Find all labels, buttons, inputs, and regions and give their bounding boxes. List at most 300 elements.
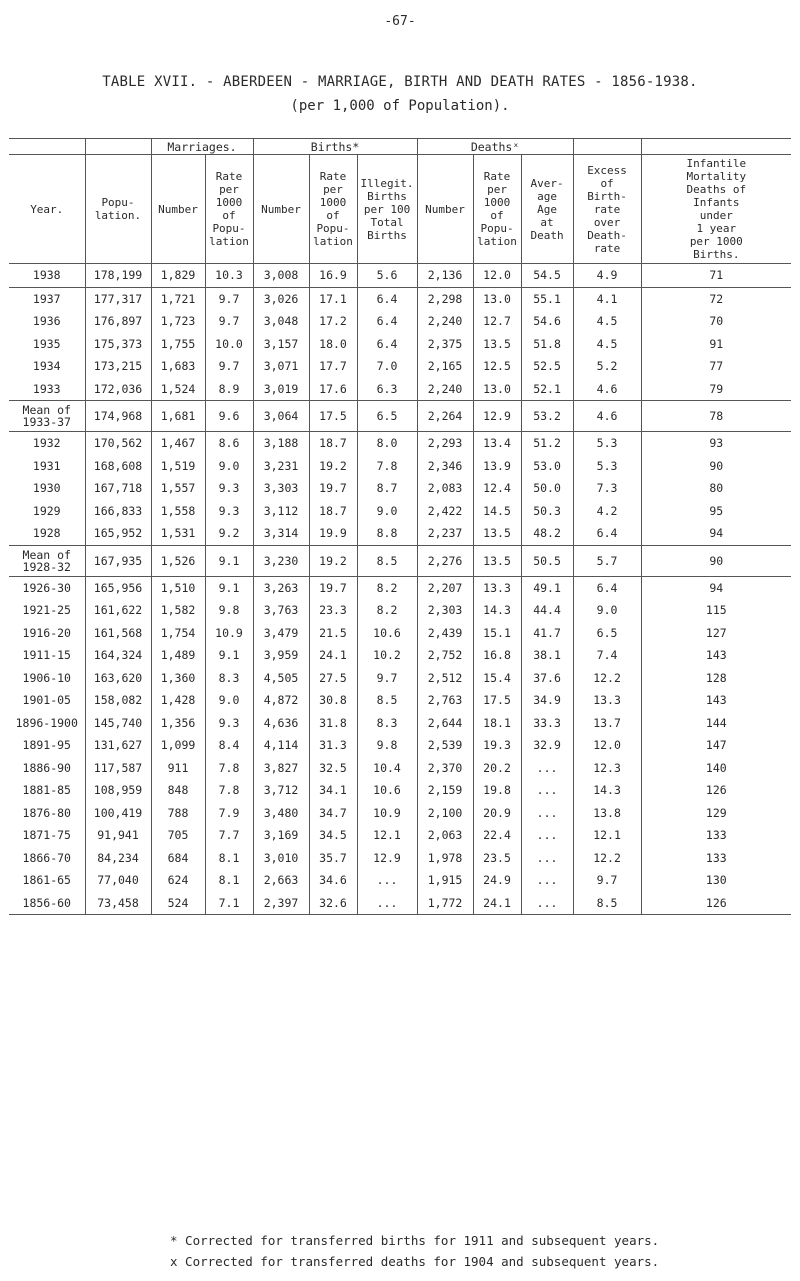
death-age-cell: 41.7 bbox=[521, 622, 573, 645]
marriage-number-cell: 1,683 bbox=[151, 355, 205, 378]
population-cell: 174,968 bbox=[85, 401, 151, 432]
infant-mortality-cell: 80 bbox=[641, 477, 791, 500]
footnote-deaths: x Corrected for transferred deaths for 1904 and subsequent years. bbox=[170, 1254, 660, 1269]
infant-mortality-cell: 133 bbox=[641, 847, 791, 870]
death-rate-cell: 12.5 bbox=[473, 355, 521, 378]
death-number-cell: 2,264 bbox=[417, 401, 473, 432]
birth-number-cell: 4,505 bbox=[253, 667, 309, 690]
excess-cell: 6.4 bbox=[573, 576, 641, 599]
table-row bbox=[9, 667, 791, 690]
birth-rate-cell: 32.5 bbox=[309, 757, 357, 780]
death-number-cell: 2,240 bbox=[417, 310, 473, 333]
year-cell: 1896-1900 bbox=[15, 715, 78, 730]
excess-cell: 7.3 bbox=[573, 477, 641, 500]
death-age-cell: 49.1 bbox=[521, 576, 573, 599]
population-cell: 108,959 bbox=[85, 779, 151, 802]
year-cell: 1901-05 bbox=[22, 693, 71, 708]
death-number-cell: 2,512 bbox=[417, 667, 473, 690]
year-cell: 1938 bbox=[32, 268, 61, 283]
illegit-cell: 8.2 bbox=[357, 599, 417, 622]
population-cell: 168,608 bbox=[85, 455, 151, 478]
mean-row bbox=[9, 401, 791, 432]
col-marriage-rate: Rate per 1000 of Popu- lation bbox=[205, 155, 253, 264]
death-rate-cell: 15.1 bbox=[473, 622, 521, 645]
birth-rate-cell: 34.5 bbox=[309, 824, 357, 847]
marriage-number-cell: 911 bbox=[151, 757, 205, 780]
population-cell: 100,419 bbox=[85, 802, 151, 825]
birth-number-cell: 3,959 bbox=[253, 644, 309, 667]
death-age-cell: ... bbox=[521, 869, 573, 892]
birth-number-cell: 3,026 bbox=[253, 287, 309, 310]
population-cell: 131,627 bbox=[85, 734, 151, 757]
death-rate-cell: 13.5 bbox=[473, 333, 521, 356]
birth-number-cell: 3,314 bbox=[253, 522, 309, 545]
birth-rate-cell: 34.6 bbox=[309, 869, 357, 892]
year-cell: 1937 bbox=[9, 287, 85, 310]
population-cell: 165,952 bbox=[85, 522, 151, 545]
death-age-cell: 32.9 bbox=[521, 734, 573, 757]
birth-number-cell: 3,157 bbox=[253, 333, 309, 356]
excess-cell: 4.5 bbox=[573, 333, 641, 356]
death-number-cell: 2,293 bbox=[417, 432, 473, 455]
marriage-rate-cell: 8.4 bbox=[205, 734, 253, 757]
death-age-cell: ... bbox=[521, 824, 573, 847]
col-year: Year. bbox=[9, 155, 85, 264]
death-age-cell: 55.1 bbox=[521, 287, 573, 310]
population-cell: 91,941 bbox=[85, 824, 151, 847]
death-rate-cell: 12.7 bbox=[473, 310, 521, 333]
death-age-cell: 34.9 bbox=[521, 689, 573, 712]
birth-rate-cell: 19.9 bbox=[309, 522, 357, 545]
death-rate-cell: 22.4 bbox=[473, 824, 521, 847]
table-row bbox=[9, 477, 791, 500]
birth-rate-cell: 32.6 bbox=[309, 892, 357, 915]
excess-cell: 4.9 bbox=[573, 264, 641, 288]
marriage-rate-cell: 9.7 bbox=[205, 287, 253, 310]
year-cell: 1936 bbox=[32, 314, 61, 329]
death-number-cell: 2,083 bbox=[417, 477, 473, 500]
birth-number-cell: 3,008 bbox=[253, 264, 309, 288]
death-age-cell: ... bbox=[521, 892, 573, 915]
table-row bbox=[9, 824, 791, 847]
marriage-rate-cell: 7.8 bbox=[205, 757, 253, 780]
birth-rate-cell: 30.8 bbox=[309, 689, 357, 712]
table-row bbox=[9, 689, 791, 712]
death-age-cell: 54.5 bbox=[521, 264, 573, 288]
marriage-rate-cell: 7.1 bbox=[205, 892, 253, 915]
death-age-cell: 50.5 bbox=[521, 545, 573, 576]
population-cell: 117,587 bbox=[85, 757, 151, 780]
infant-mortality-cell: 133 bbox=[641, 824, 791, 847]
marriage-rate-cell: 9.7 bbox=[205, 355, 253, 378]
marriage-number-cell: 848 bbox=[151, 779, 205, 802]
excess-cell: 4.2 bbox=[573, 500, 641, 523]
death-number-cell: 2,207 bbox=[417, 576, 473, 599]
illegit-cell: 9.0 bbox=[357, 500, 417, 523]
marriage-number-cell: 1,721 bbox=[151, 287, 205, 310]
population-cell: 167,718 bbox=[85, 477, 151, 500]
death-age-cell: 37.6 bbox=[521, 667, 573, 690]
table-row bbox=[9, 310, 791, 333]
excess-cell: 12.0 bbox=[573, 734, 641, 757]
birth-rate-cell: 19.7 bbox=[309, 576, 357, 599]
illegit-cell: 6.5 bbox=[357, 401, 417, 432]
marriage-number-cell: 1,467 bbox=[151, 432, 205, 455]
year-cell: 1929 bbox=[32, 503, 61, 518]
table-row bbox=[9, 432, 791, 455]
illegit-cell: 8.5 bbox=[357, 545, 417, 576]
infant-mortality-cell: 130 bbox=[641, 869, 791, 892]
death-number-cell: 2,370 bbox=[417, 757, 473, 780]
death-rate-cell: 18.1 bbox=[473, 712, 521, 735]
death-age-cell: 33.3 bbox=[521, 712, 573, 735]
year-cell: 1935 bbox=[32, 336, 61, 351]
birth-number-cell: 3,480 bbox=[253, 802, 309, 825]
population-cell: 84,234 bbox=[85, 847, 151, 870]
birth-rate-cell: 34.1 bbox=[309, 779, 357, 802]
illegit-cell: ... bbox=[357, 869, 417, 892]
population-cell: 165,956 bbox=[85, 576, 151, 599]
death-rate-cell: 24.1 bbox=[473, 892, 521, 915]
death-number-cell: 2,539 bbox=[417, 734, 473, 757]
death-rate-cell: 13.0 bbox=[473, 378, 521, 401]
infant-mortality-cell: 143 bbox=[641, 689, 791, 712]
year-cell: 1916-20 bbox=[22, 625, 71, 640]
death-rate-cell: 12.0 bbox=[473, 264, 521, 288]
death-number-cell: 2,752 bbox=[417, 644, 473, 667]
marriage-number-cell: 624 bbox=[151, 869, 205, 892]
table-row bbox=[9, 847, 791, 870]
population-cell: 158,082 bbox=[85, 689, 151, 712]
birth-rate-cell: 31.3 bbox=[309, 734, 357, 757]
birth-number-cell: 3,071 bbox=[253, 355, 309, 378]
birth-number-cell: 3,263 bbox=[253, 576, 309, 599]
marriage-rate-cell: 9.3 bbox=[205, 712, 253, 735]
col-population: Popu- lation. bbox=[85, 155, 151, 264]
birth-number-cell: 3,048 bbox=[253, 310, 309, 333]
infant-mortality-cell: 93 bbox=[641, 432, 791, 455]
marriage-number-cell: 1,558 bbox=[151, 500, 205, 523]
birth-number-cell: 2,663 bbox=[253, 869, 309, 892]
birth-rate-cell: 31.8 bbox=[309, 712, 357, 735]
marriage-number-cell: 1,723 bbox=[151, 310, 205, 333]
population-cell: 172,036 bbox=[85, 378, 151, 401]
excess-cell: 12.3 bbox=[573, 757, 641, 780]
infant-mortality-cell: 128 bbox=[641, 667, 791, 690]
marriage-rate-cell: 10.0 bbox=[205, 333, 253, 356]
infant-mortality-cell: 115 bbox=[641, 599, 791, 622]
death-age-cell: ... bbox=[521, 779, 573, 802]
col-infant-mortality: Infantile Mortality Deaths of Infants under 1 year per 1000 Births. bbox=[641, 155, 791, 264]
excess-cell: 4.5 bbox=[573, 310, 641, 333]
population-cell: 77,040 bbox=[85, 869, 151, 892]
birth-number-cell: 3,064 bbox=[253, 401, 309, 432]
table-body bbox=[9, 264, 791, 915]
marriage-number-cell: 788 bbox=[151, 802, 205, 825]
birth-rate-cell: 19.2 bbox=[309, 545, 357, 576]
infant-mortality-cell: 77 bbox=[641, 355, 791, 378]
birth-rate-cell: 24.1 bbox=[309, 644, 357, 667]
col-birth-rate: Rate per 1000 of Popu- lation bbox=[309, 155, 357, 264]
marriage-number-cell: 1,531 bbox=[151, 522, 205, 545]
marriage-rate-cell: 7.8 bbox=[205, 779, 253, 802]
birth-number-cell: 4,114 bbox=[253, 734, 309, 757]
table-row bbox=[9, 644, 791, 667]
table-row bbox=[9, 378, 791, 401]
col-death-rate: Rate per 1000 of Popu- lation bbox=[473, 155, 521, 264]
birth-rate-cell: 18.7 bbox=[309, 500, 357, 523]
death-number-cell: 1,978 bbox=[417, 847, 473, 870]
population-cell: 145,740 bbox=[85, 712, 151, 735]
marriage-number-cell: 1,360 bbox=[151, 667, 205, 690]
excess-cell: 5.3 bbox=[573, 455, 641, 478]
population-cell: 73,458 bbox=[85, 892, 151, 915]
death-rate-cell: 13.0 bbox=[473, 287, 521, 310]
death-rate-cell: 20.9 bbox=[473, 802, 521, 825]
excess-cell: 6.5 bbox=[573, 622, 641, 645]
marriage-rate-cell: 10.9 bbox=[205, 622, 253, 645]
marriage-number-cell: 1,681 bbox=[151, 401, 205, 432]
group-births: Births* bbox=[253, 139, 417, 155]
table-row bbox=[9, 734, 791, 757]
marriage-rate-cell: 8.1 bbox=[205, 847, 253, 870]
death-age-cell: 48.2 bbox=[521, 522, 573, 545]
illegit-cell: 9.7 bbox=[357, 667, 417, 690]
illegit-cell: 6.3 bbox=[357, 378, 417, 401]
death-rate-cell: 19.8 bbox=[473, 779, 521, 802]
marriage-rate-cell: 8.3 bbox=[205, 667, 253, 690]
table-row bbox=[9, 892, 791, 915]
infant-mortality-cell: 129 bbox=[641, 802, 791, 825]
excess-cell: 13.3 bbox=[573, 689, 641, 712]
table-row bbox=[9, 599, 791, 622]
year-cell: 1911-15 bbox=[22, 648, 71, 663]
birth-rate-cell: 17.1 bbox=[309, 287, 357, 310]
excess-cell: 12.2 bbox=[573, 667, 641, 690]
col-excess: Excess of Birth- rate over Death- rate bbox=[573, 155, 641, 264]
excess-cell: 13.7 bbox=[573, 712, 641, 735]
table-row bbox=[9, 355, 791, 378]
death-age-cell: 52.5 bbox=[521, 355, 573, 378]
year-cell: 1906-10 bbox=[22, 670, 71, 685]
marriage-number-cell: 1,524 bbox=[151, 378, 205, 401]
birth-rate-cell: 16.9 bbox=[309, 264, 357, 288]
year-cell: 1891-95 bbox=[22, 738, 71, 753]
marriage-rate-cell: 9.8 bbox=[205, 599, 253, 622]
table-row bbox=[9, 802, 791, 825]
header-spacer bbox=[85, 139, 151, 155]
table-row bbox=[9, 522, 791, 545]
population-cell: 176,897 bbox=[85, 310, 151, 333]
excess-cell: 4.6 bbox=[573, 378, 641, 401]
year-cell: 1871-75 bbox=[22, 828, 71, 843]
header-spacer bbox=[573, 139, 641, 155]
marriage-number-cell: 684 bbox=[151, 847, 205, 870]
population-cell: 167,935 bbox=[85, 545, 151, 576]
marriage-rate-cell: 9.3 bbox=[205, 500, 253, 523]
marriage-number-cell: 1,099 bbox=[151, 734, 205, 757]
page-number: -67- bbox=[384, 14, 416, 29]
death-number-cell: 2,136 bbox=[417, 264, 473, 288]
illegit-cell: 10.2 bbox=[357, 644, 417, 667]
birth-rate-cell: 17.5 bbox=[309, 401, 357, 432]
year-cell: 1932 bbox=[32, 436, 61, 451]
table-row bbox=[9, 500, 791, 523]
illegit-cell: 7.0 bbox=[357, 355, 417, 378]
infant-mortality-cell: 94 bbox=[641, 576, 791, 599]
year-cell: 1861-65 bbox=[22, 873, 71, 888]
birth-number-cell: 4,636 bbox=[253, 712, 309, 735]
illegit-cell: 5.6 bbox=[357, 264, 417, 288]
illegit-cell: 6.4 bbox=[357, 310, 417, 333]
illegit-cell: 6.4 bbox=[357, 287, 417, 310]
marriage-number-cell: 1,754 bbox=[151, 622, 205, 645]
marriage-number-cell: 1,755 bbox=[151, 333, 205, 356]
death-number-cell: 2,159 bbox=[417, 779, 473, 802]
birth-rate-cell: 18.7 bbox=[309, 432, 357, 455]
birth-rate-cell: 19.7 bbox=[309, 477, 357, 500]
death-rate-cell: 12.4 bbox=[473, 477, 521, 500]
col-death-number: Number bbox=[417, 155, 473, 264]
marriage-rate-cell: 8.6 bbox=[205, 432, 253, 455]
death-number-cell: 2,763 bbox=[417, 689, 473, 712]
death-number-cell: 2,276 bbox=[417, 545, 473, 576]
marriage-rate-cell: 9.0 bbox=[205, 455, 253, 478]
excess-cell: 8.5 bbox=[573, 892, 641, 915]
death-number-cell: 2,375 bbox=[417, 333, 473, 356]
year-cell: 1934 bbox=[32, 359, 61, 374]
death-number-cell: 2,346 bbox=[417, 455, 473, 478]
excess-cell: 12.2 bbox=[573, 847, 641, 870]
birth-number-cell: 2,397 bbox=[253, 892, 309, 915]
year-cell: 1926-30 bbox=[22, 580, 71, 595]
marriage-number-cell: 1,510 bbox=[151, 576, 205, 599]
illegit-cell: 8.2 bbox=[357, 576, 417, 599]
table-row bbox=[9, 333, 791, 356]
year-cell: 1866-70 bbox=[22, 850, 71, 865]
table-subtitle: (per 1,000 of Population). bbox=[290, 98, 510, 114]
death-age-cell: 44.4 bbox=[521, 599, 573, 622]
death-age-cell: 51.2 bbox=[521, 432, 573, 455]
year-cell: 1931 bbox=[32, 458, 61, 473]
marriage-number-cell: 524 bbox=[151, 892, 205, 915]
infant-mortality-cell: 143 bbox=[641, 644, 791, 667]
rates-table bbox=[9, 138, 791, 915]
illegit-cell: 10.6 bbox=[357, 622, 417, 645]
infant-mortality-cell: 79 bbox=[641, 378, 791, 401]
marriage-rate-cell: 8.1 bbox=[205, 869, 253, 892]
birth-rate-cell: 35.7 bbox=[309, 847, 357, 870]
illegit-cell: 8.8 bbox=[357, 522, 417, 545]
death-rate-cell: 14.5 bbox=[473, 500, 521, 523]
infant-mortality-cell: 78 bbox=[641, 401, 791, 432]
marriage-rate-cell: 9.1 bbox=[205, 545, 253, 576]
year-cell: 1856-60 bbox=[22, 895, 71, 910]
birth-number-cell: 3,188 bbox=[253, 432, 309, 455]
table-row bbox=[9, 622, 791, 645]
illegit-cell: ... bbox=[357, 892, 417, 915]
death-age-cell: 52.1 bbox=[521, 378, 573, 401]
year-cell: 1930 bbox=[32, 481, 61, 496]
birth-number-cell: 3,230 bbox=[253, 545, 309, 576]
population-cell: 161,622 bbox=[85, 599, 151, 622]
population-cell: 178,199 bbox=[85, 264, 151, 288]
table-row bbox=[9, 869, 791, 892]
year-cell: 1928 bbox=[32, 526, 61, 541]
marriage-number-cell: 1,526 bbox=[151, 545, 205, 576]
death-number-cell: 2,100 bbox=[417, 802, 473, 825]
excess-cell: 5.3 bbox=[573, 432, 641, 455]
death-age-cell: ... bbox=[521, 802, 573, 825]
death-number-cell: 2,298 bbox=[417, 287, 473, 310]
table-row bbox=[9, 576, 791, 599]
col-illegit-births: Illegit. Births per 100 Total Births bbox=[357, 155, 417, 264]
marriage-rate-cell: 10.3 bbox=[205, 264, 253, 288]
excess-cell: 4.1 bbox=[573, 287, 641, 310]
birth-rate-cell: 17.7 bbox=[309, 355, 357, 378]
infant-mortality-cell: 140 bbox=[641, 757, 791, 780]
year-cell: 1886-90 bbox=[22, 760, 71, 775]
death-age-cell: ... bbox=[521, 757, 573, 780]
table-row bbox=[9, 455, 791, 478]
infant-mortality-cell: 144 bbox=[641, 712, 791, 735]
col-marriage-number: Number bbox=[151, 155, 205, 264]
table-title: TABLE XVII. - ABERDEEN - MARRIAGE, BIRTH AND DEATH RATES - 1856-1938. bbox=[102, 74, 698, 90]
population-cell: 166,833 bbox=[85, 500, 151, 523]
illegit-cell: 10.6 bbox=[357, 779, 417, 802]
marriage-rate-cell: 9.1 bbox=[205, 644, 253, 667]
excess-cell: 7.4 bbox=[573, 644, 641, 667]
infant-mortality-cell: 71 bbox=[641, 264, 791, 288]
death-number-cell: 2,644 bbox=[417, 712, 473, 735]
death-age-cell: 50.3 bbox=[521, 500, 573, 523]
death-rate-cell: 13.4 bbox=[473, 432, 521, 455]
death-age-cell: ... bbox=[521, 847, 573, 870]
footnote-births: * Corrected for transferred births for 1911 and subsequent years. bbox=[170, 1233, 660, 1248]
footnotes bbox=[170, 1230, 790, 1272]
illegit-cell: 12.1 bbox=[357, 824, 417, 847]
table-row bbox=[9, 779, 791, 802]
infant-mortality-cell: 70 bbox=[641, 310, 791, 333]
death-rate-cell: 12.9 bbox=[473, 401, 521, 432]
infant-mortality-cell: 91 bbox=[641, 333, 791, 356]
table-row bbox=[9, 757, 791, 780]
infant-mortality-cell: 94 bbox=[641, 522, 791, 545]
death-age-cell: 53.0 bbox=[521, 455, 573, 478]
marriage-number-cell: 1,557 bbox=[151, 477, 205, 500]
illegit-cell: 8.3 bbox=[357, 712, 417, 735]
infant-mortality-cell: 95 bbox=[641, 500, 791, 523]
birth-number-cell: 3,231 bbox=[253, 455, 309, 478]
year-cell: 1921-25 bbox=[22, 603, 71, 618]
death-age-cell: 54.6 bbox=[521, 310, 573, 333]
birth-number-cell: 3,479 bbox=[253, 622, 309, 645]
birth-rate-cell: 19.2 bbox=[309, 455, 357, 478]
table-row bbox=[9, 712, 791, 735]
death-rate-cell: 20.2 bbox=[473, 757, 521, 780]
death-age-cell: 50.0 bbox=[521, 477, 573, 500]
marriage-rate-cell: 9.1 bbox=[205, 576, 253, 599]
population-cell: 173,215 bbox=[85, 355, 151, 378]
excess-cell: 9.7 bbox=[573, 869, 641, 892]
death-number-cell: 2,240 bbox=[417, 378, 473, 401]
birth-number-cell: 3,112 bbox=[253, 500, 309, 523]
illegit-cell: 10.4 bbox=[357, 757, 417, 780]
birth-rate-cell: 17.6 bbox=[309, 378, 357, 401]
marriage-rate-cell: 9.2 bbox=[205, 522, 253, 545]
birth-rate-cell: 17.2 bbox=[309, 310, 357, 333]
marriage-number-cell: 1,519 bbox=[151, 455, 205, 478]
